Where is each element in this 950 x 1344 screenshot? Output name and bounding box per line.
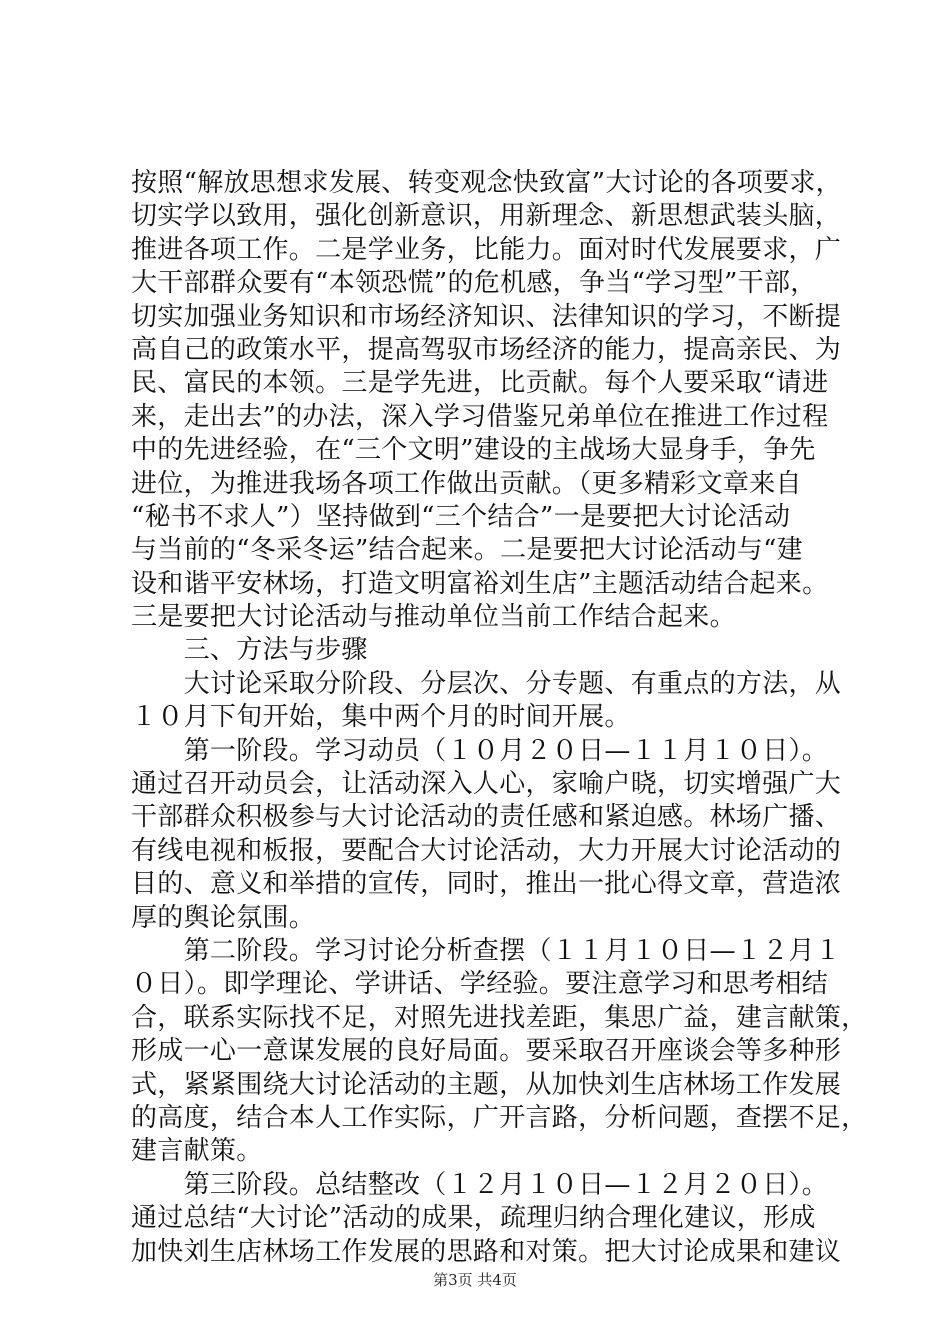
text-line: 形成一心一意谋发展的良好局面。要采取召开座谈会等多种形	[131, 1036, 842, 1067]
text-line: 进位，为推进我场各项工作做出贡献。（更多精彩文章来自	[131, 468, 802, 499]
text-line: 合，联系实际找不足，对照先进找差距，集思广益，建言献策，	[131, 1002, 868, 1033]
text-line: 建言献策。	[131, 1136, 263, 1167]
text-line: 推进各项工作。二是学业务，比能力。面对时代发展要求，广	[131, 234, 842, 265]
section-heading: 三、方法与步骤	[131, 635, 368, 666]
text-line: 通过总结“大讨论”活动的成果，疏理归纳合理化建议，形成	[131, 1203, 816, 1234]
text-line: 第三阶段。总结整改（１２月１０日—１２月２０日）。	[131, 1169, 829, 1200]
text-line: 切实学以致用，强化创新意识，用新理念、新思想武装头脑，	[131, 201, 842, 232]
text-line: １０月下旬开始，集中两个月的时间开展。	[131, 702, 631, 733]
text-line: 民、富民的本领。三是学先进，比贡献。每个人要采取“请进	[131, 368, 829, 399]
text-line: 设和谐平安林场，打造文明富裕刘生店”主题活动结合起来。	[131, 568, 829, 599]
text-line: 大干部群众要有“本领恐慌”的危机感，争当“学习型”干部，	[131, 268, 817, 299]
text-line: 第一阶段。学习动员（１０月２０日—１１月１０日）。	[131, 735, 829, 766]
text-line: 第二阶段。学习讨论分析查摆（１１月１０日—１２月１	[131, 935, 842, 966]
text-line: 加快刘生店林场工作发展的思路和对策。把大讨论成果和建议	[131, 1236, 842, 1267]
text-line: 目的、意义和举措的宣传，同时，推出一批心得文章，营造浓	[131, 869, 842, 900]
text-line: 高自己的政策水平，提高驾驭市场经济的能力，提高亲民、为	[131, 334, 842, 365]
document-body	[131, 167, 868, 1269]
page-number-footer: 第3页 共4页	[433, 1271, 517, 1289]
text-line: 大讨论采取分阶段、分层次、分专题、有重点的方法，从	[131, 668, 842, 699]
text-line: 式，紧紧围绕大讨论活动的主题，从加快刘生店林场工作发展	[131, 1069, 842, 1100]
text-line: 来，走出去”的办法，深入学习借鉴兄弟单位在推进工作过程	[131, 401, 829, 432]
text-line: 按照“解放思想求发展、转变观念快致富”大讨论的各项要求，	[131, 168, 842, 198]
text-line: 干部群众积极参与大讨论活动的责任感和紧迫感。林场广播、	[131, 802, 842, 833]
text-line: 厚的舆论氛围。	[131, 902, 316, 933]
text-line: 三是要把大讨论活动与推动单位当前工作结合起来。	[131, 602, 736, 633]
text-line: 的高度，结合本人工作实际，广开言路，分析问题，查摆不足，	[131, 1102, 868, 1133]
text-line: ０日）。即学理论、学讲话、学经验。要注意学习和思考相结	[131, 969, 829, 1000]
text-line: 通过召开动员会，让活动深入人心，家喻户晓，切实增强广大	[131, 769, 842, 800]
text-line: 有线电视和板报，要配合大讨论活动，大力开展大讨论活动的	[131, 835, 842, 866]
text-line: 切实加强业务知识和市场经济知识、法律知识的学习，不断提	[131, 301, 842, 332]
text-line: “秘书不求人”）坚持做到“三个结合”一是要把大讨论活动	[131, 501, 791, 532]
text-line: 中的先进经验，在“三个文明”建设的主战场大显身手，争先	[131, 435, 816, 466]
text-line: 与当前的“冬采冬运”结合起来。二是要把大讨论活动与“建	[131, 535, 803, 566]
